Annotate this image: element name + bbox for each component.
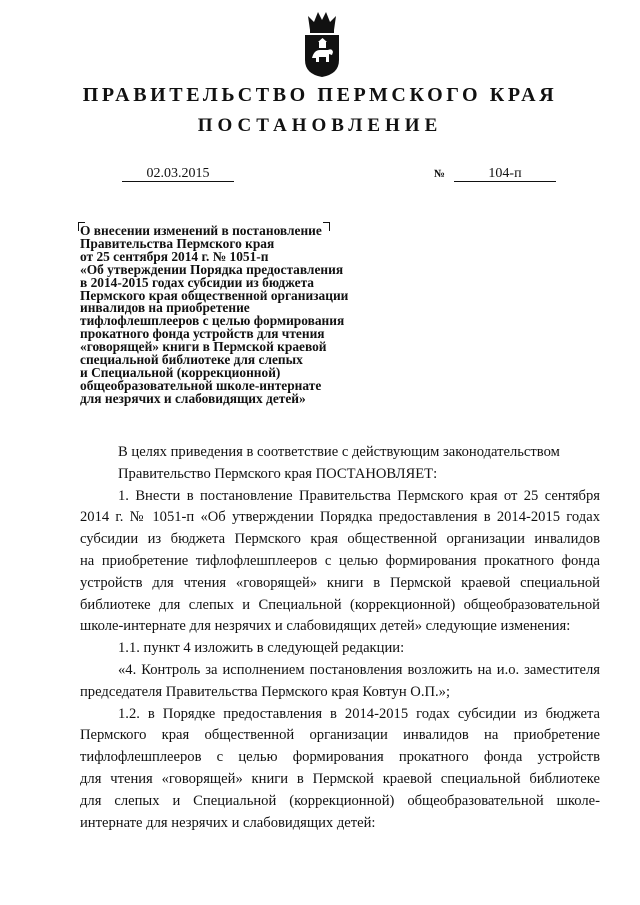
document-type: ПОСТАНОВЛЕНИЕ	[197, 115, 443, 136]
body-line: интернате для незрячих и слабовидящих детей:	[80, 814, 376, 831]
subject-line: для незрячих и слабовидящих детей»	[80, 390, 306, 406]
subject-line: тифлофлешплееров с целью формирования	[80, 313, 345, 329]
body-line: председателя Правительства Пермского края Ковтун О.П.»;	[80, 683, 451, 700]
body-line: Правительство Пермского края ПОСТАНОВЛЯЕТ:	[118, 465, 438, 482]
subject-line: прокатного фонда устройств для чтения	[80, 326, 325, 342]
coat-of-arms-emblem	[300, 8, 344, 78]
government-name: ПРАВИТЕЛЬСТВО ПЕРМСКОГО КРАЯ	[82, 84, 558, 106]
number-label: №	[434, 168, 446, 180]
body-line: библиотеке для слепых и Специальной (коррекционной) общеобразовательной	[80, 596, 600, 613]
body-line: устройств для чтения «говорящей» книги в Пермской краевой специальной	[80, 574, 600, 591]
body-line: 1.2. в Порядке предоставления в 2014-2015 годах субсидии из бюджета	[118, 705, 600, 722]
subject-block	[80, 225, 420, 406]
body-line: на приобретение тифлофлешплееров с целью формирования прокатного фонда	[80, 552, 600, 569]
body-line: Пермского края общественной организации инвалидов на приобретение	[80, 727, 600, 744]
body-line: В целях приведения в соответствие с действующим законодательством	[118, 444, 560, 460]
document-date: 02.03.2015	[122, 166, 234, 182]
body-line: школе-интернате для незрячих и слабовидящих детей» следующие изменения:	[80, 618, 571, 635]
subject-line: и Специальной (коррекционной)	[80, 364, 281, 380]
document-number: 104-п	[454, 166, 556, 182]
subject-line: Пермского края общественной организации	[80, 287, 349, 303]
body-line: субсидии из бюджета Пермского края общественной организации инвалидов	[80, 531, 600, 548]
subject-line: Правительства Пермского края	[80, 235, 275, 251]
document-body	[80, 442, 600, 834]
body-line: 1.1. пункт 4 изложить в следующей редакции:	[118, 640, 405, 657]
body-line: 2014 г. № 1051-п «Об утверждении Порядка предоставления в 2014-2015 годах	[80, 509, 600, 526]
subject-line: инвалидов на приобретение	[80, 300, 250, 316]
subject-line: О внесении изменений в постановление	[80, 223, 322, 238]
subject-line: общеобразовательной школе-интернате	[80, 377, 322, 393]
subject-line: «Об утверждении Порядка предоставления	[80, 261, 344, 277]
subject-line: от 25 сентября 2014 г. № 1051-п	[80, 248, 269, 264]
subject-line: в 2014-2015 годах субсидии из бюджета	[80, 274, 315, 290]
body-line: «4. Контроль за исполнением постановления возложить на и.о. заместителя	[118, 661, 600, 678]
body-line: 1. Внести в постановление Правительства Пермского края от 25 сентября	[118, 487, 600, 504]
body-line: для чтения «говорящей» книги в Пермской краевой специальной библиотеке	[80, 770, 600, 787]
body-line: для слепых и Специальной (коррекционной) общеобразовательной школе-	[80, 792, 600, 809]
subject-line: специальной библиотеке для слепых	[80, 352, 303, 368]
subject-line: «говорящей» книги в Пермской краевой	[80, 339, 327, 355]
body-line: тифлофлешплееров с целью формирования прокатного фонда устройств	[80, 749, 600, 766]
